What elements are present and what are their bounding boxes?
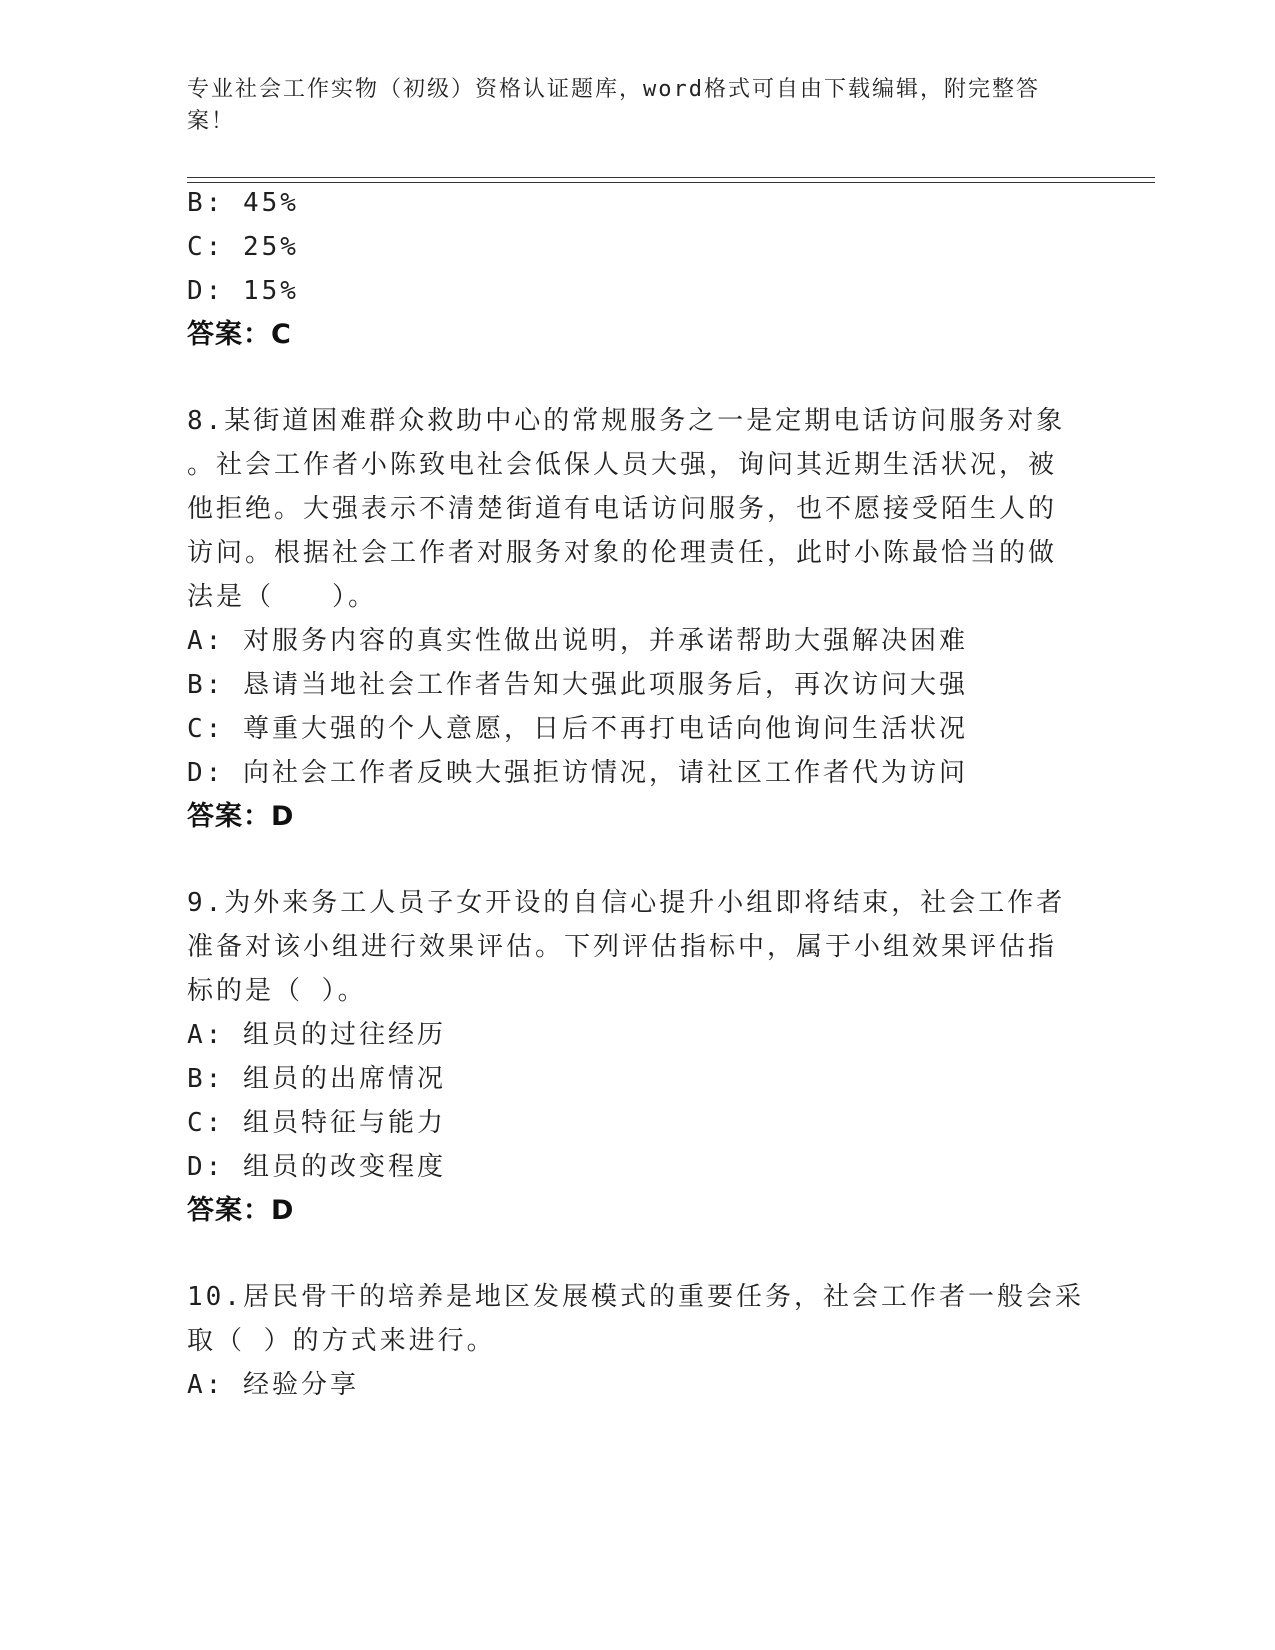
q8-stem-line: 。社会工作者小陈致电社会低保人员大强，询问其近期生活状况，被	[187, 450, 1058, 480]
q9-option-b: B: 组员的出席情况	[187, 1064, 446, 1094]
header-rule-bottom	[187, 182, 1155, 183]
q9-option-a: A: 组员的过往经历	[187, 1020, 446, 1050]
q8-option-b: B: 恳请当地社会工作者告知大强此项服务后，再次访问大强	[187, 670, 968, 700]
q7-option-c: C: 25%	[187, 232, 299, 262]
q7-answer: 答案：C	[187, 319, 292, 350]
q8-stem-line: 法是（ ）。	[187, 582, 378, 612]
q8-option-d: D: 向社会工作者反映大强拒访情况，请社区工作者代为访问	[187, 758, 968, 788]
q10-option-a: A: 经验分享	[187, 1370, 359, 1400]
q10-stem-line: 10.居民骨干的培养是地区发展模式的重要任务，社会工作者一般会采	[187, 1282, 1084, 1312]
q9-option-d: D: 组员的改变程度	[187, 1152, 446, 1182]
document-header: 专业社会工作实物（初级）资格认证题库，word格式可自由下载编辑，附完整答案！	[187, 77, 1040, 134]
header-rule-top	[187, 177, 1155, 178]
q8-answer: 答案：D	[187, 801, 295, 832]
q8-stem-line: 他拒绝。大强表示不清楚街道有电话访问服务，也不愿接受陌生人的	[187, 494, 1058, 524]
q9-stem-line: 准备对该小组进行效果评估。下列评估指标中，属于小组效果评估指	[187, 932, 1058, 962]
q9-stem-line: 标的是（ ）。	[187, 976, 367, 1006]
q8-stem-line: 访问。根据社会工作者对服务对象的伦理责任，此时小陈最恰当的做	[187, 538, 1058, 568]
q7-option-b: B: 45%	[187, 188, 299, 218]
q9-option-c: C: 组员特征与能力	[187, 1108, 446, 1138]
q8-option-c: C: 尊重大强的个人意愿，日后不再打电话向他询问生活状况	[187, 714, 968, 744]
q8-stem-line: 8.某街道困难群众救助中心的常规服务之一是定期电话访问服务对象	[187, 406, 1066, 436]
q8-option-a: A: 对服务内容的真实性做出说明，并承诺帮助大强解决困难	[187, 626, 968, 656]
q7-option-d: D: 15%	[187, 276, 299, 306]
q9-answer: 答案：D	[187, 1195, 295, 1226]
q10-stem-line: 取（ ）的方式来进行。	[187, 1326, 496, 1356]
q9-stem-line: 9.为外来务工人员子女开设的自信心提升小组即将结束，社会工作者	[187, 888, 1066, 918]
